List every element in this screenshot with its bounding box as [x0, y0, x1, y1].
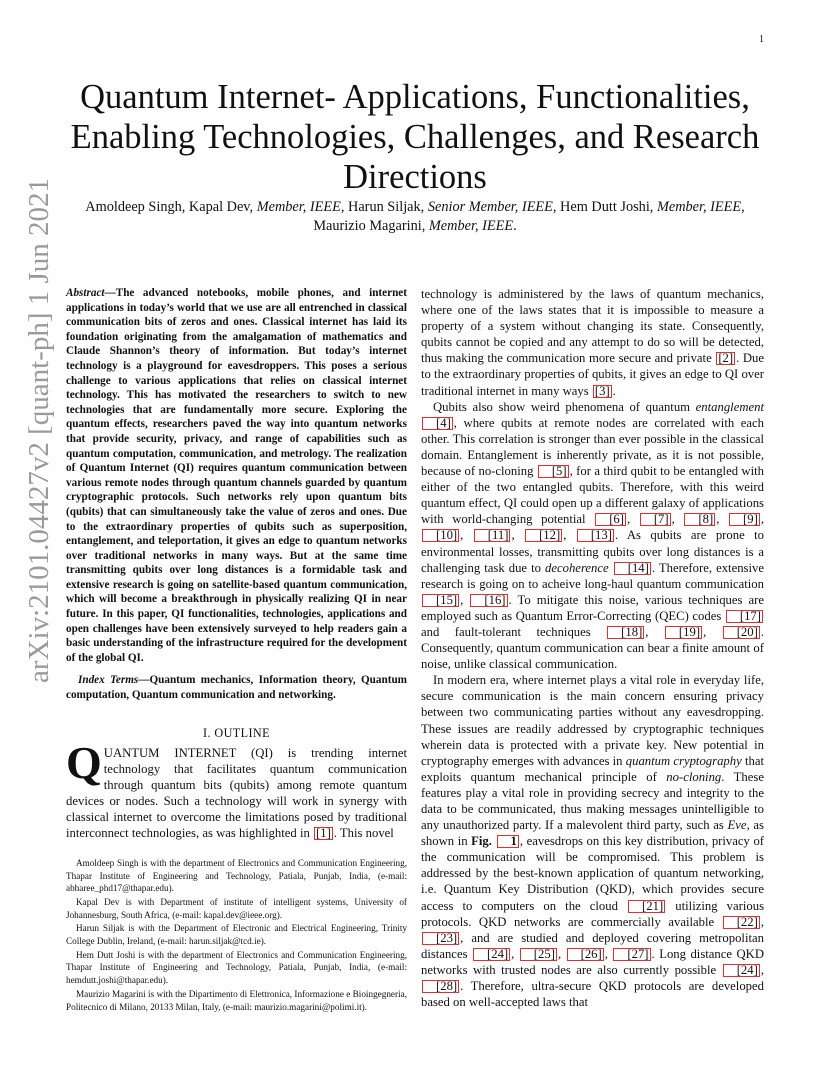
emphasis: quantum cryptography — [625, 753, 742, 768]
intro-text: is trending internet technology that facilitates quantum communication through quantum bits (qubits) among remote quantum devices or nodes. Such a technology will work in synergy with classical internet to overcome the limitations posed by traditional interconnect technologies, as was highlighted in — [66, 745, 407, 840]
author-role: Member, IEEE — [656, 199, 742, 215]
citation-link[interactable]: [23] — [422, 932, 459, 945]
body-text: , eavesdrops on this key distribution, privacy of the communication will be compromised. This problem is addressed by the best-known application of quantum networking, i.e. Quantum Key Distribution (QKD), which provides secure access to computers on the cloud — [421, 834, 765, 913]
citation-link[interactable]: [13] — [577, 529, 614, 542]
figure-reference: Fig. — [471, 834, 492, 849]
body-text: . Long distance QKD networks with trusted nodes are also currently possible — [421, 946, 764, 977]
arxiv-identifier-stamp: arXiv:2101.04427v2 [quant-ph] 1 Jun 2021 — [23, 177, 55, 683]
citation-link[interactable]: [16] — [470, 594, 507, 607]
body-text: . — [612, 383, 616, 398]
citation-link[interactable]: [8] — [684, 513, 715, 526]
author-text: . — [513, 218, 517, 234]
citation-link[interactable]: [4] — [422, 417, 453, 430]
body-text — [609, 561, 613, 575]
author-text: Amoldeep Singh, Kapal Dev, — [85, 199, 257, 215]
body-text: , for a third qubit to be entangled with either of the two entangled qubits. Therefore, with this weird quantum effect, QI could open up a different galaxy of applications with world-changing potential — [421, 464, 764, 527]
index-terms-text: —Quantum mechanics, Information theory, Quantum computation, Quantum communication and networking. — [66, 674, 407, 702]
citation-link[interactable]: [1] — [316, 825, 331, 840]
page-number: 1 — [759, 34, 764, 45]
citation-link[interactable]: [19] — [665, 626, 702, 639]
emphasis: decoherence — [545, 560, 609, 575]
body-text: . Consequently, quantum communication can bear a finite amount of noise, unlike classical communication. — [421, 624, 764, 672]
index-terms — [66, 673, 407, 702]
body-paragraph — [421, 286, 764, 399]
intro-paragraph — [66, 736, 407, 841]
citation-link[interactable]: [21] — [628, 900, 665, 913]
body-paragraph: In modern era, where internet plays a vital role in everyday life, secure communication is the main concern ensuring privacy between two communicating parties without any eavesdropping. These issues are readily addressed by cryptographic techniques wherein data is protected with a private key. New potential in cryptography emerges with advances in quantum cryptography that exploits quantum mechanical principle of no-cloning. These features play a vital role in providing secrecy and integrity to the data to be communicated, thus making messages unintelligible to any unauthorized party. If a malevolent third party, such as Eve, as shown in Fig. 1 , eavesdrops on this key distribution, privacy of the communication will be compromised. This problem is addressed by the best-known application of quantum networking, i.e. Quantum Key Distribution (QKD), which provides secure access to computers on the cloud [21] utilizing various protocols. QKD networks are commercially available [22] , [23] , and are studied and deployed covering metropolitan distances [24] , [25] , [26] , [27] . Long distance QKD networks with trusted nodes are also currently possible [24] , [28] . Therefore, ultra-secure QKD protocols are developed based on well-accepted laws that — [421, 673, 765, 1010]
emphasis: no-cloning — [666, 769, 722, 784]
footnote: Hem Dutt Joshi is with the department of Electronics and Communication Engineering, Thapar Institute of Engineering and Technology, Patiala, Punjab, India, (e-mail: hemdutt.joshi@thapar.edu). — [66, 949, 407, 986]
citation-link[interactable]: [6] — [595, 513, 626, 526]
footnote: Maurizio Magarini is with the Dipartimento di Elettronica, Informazione e Bioingegneria, Politecnico di Milano, 20133 Milan, Italy, (e-mail: maurizio.magarini@polimi.it). — [66, 988, 407, 1012]
left-column — [66, 286, 407, 1014]
author-role: Member, IEEE — [428, 218, 514, 234]
body-paragraph: Qubits also show weird phenomena of quantum entanglement [4] , where qubits at remote nodes are correlated with each other. This correlation is stronger than ever possible in the classical domain. Entanglement is inherently private, as it is not possible, because of no-cloning [5] , for a third qubit to be entangled with either of the two entangled qubits. Therefore, with this weird quantum effect, QI could open up a different galaxy of applications with world-changing potential [6] , [7] , [8] , [9] , [10] , [11] , [12] , [13] . As qubits are prone to environmental losses, transmitting qubits over long distances is a challenging task due to decoherence [14] . Therefore, extensive research is going on to acheive long-haul quantum communication [15] , [16] . To mitigate this noise, various techniques are employed such as Quantum Error-Correcting (QEC) codes [17] and fault-tolerant techniques [18] , [19] , [20] . Consequently, quantum communication can bear a finite amount of noise, unlike classical communication. — [421, 399, 765, 672]
author-text: , Hem Dutt Joshi, — [552, 199, 657, 215]
abstract-lead: Abstract — [66, 287, 105, 299]
citation-link[interactable]: [15] — [422, 594, 459, 607]
author-role: Senior Member, IEEE — [427, 199, 553, 215]
footnote: Harun Siljak is with the Department of Electronic and Electrical Engineering, Trinity College Dublin, Ireland, (e-mail: harun.siljak@tcd.ie). — [66, 923, 407, 947]
body-text: Qubits also show weird phenomena of quantum — [433, 399, 696, 414]
body-text: , as shown in — [421, 818, 764, 849]
citation-link[interactable]: [12] — [525, 529, 562, 542]
citation-link[interactable]: [17] — [726, 610, 763, 623]
citation-link[interactable]: [14] — [614, 562, 651, 575]
citation-link[interactable]: [24] — [723, 964, 760, 977]
section-heading: I. OUTLINE — [203, 725, 270, 740]
emphasis: entanglement — [695, 399, 764, 414]
footnote: Kapal Dev is with Department of institute of intelligent systems, University of Johannesburg, South Africa, (e-mail: kapal.dev@ieee.org). — [66, 896, 407, 920]
abstract — [66, 286, 407, 665]
intro-caps: UANTUM INTERNET (QI) — [103, 745, 273, 760]
body-text: , where qubits at remote nodes are correlated with each other. This correlation is stronger than ever possible in the classical domain. Entanglement is inherently private, as it is not possible, because of no-cloning — [421, 415, 764, 479]
citation-link[interactable]: [11] — [474, 529, 511, 542]
body-text: . These features play a vital role in providing secrecy and integrity to the data to be communicated, thus making messages unintelligible to any unauthorized party. If a malevolent third party, such as — [421, 769, 764, 833]
citation-link[interactable]: [2] — [718, 351, 734, 366]
citation-link[interactable]: [22] — [723, 916, 760, 929]
right-column — [421, 286, 764, 1010]
citation-link[interactable]: [20] — [723, 626, 760, 639]
citation-link[interactable]: [24] — [473, 948, 510, 961]
body-text: that exploits quantum mechanical principle of — [421, 753, 765, 784]
author-list — [70, 198, 760, 236]
author-role: Member, IEEE — [256, 199, 341, 215]
author-text: , Maurizio Magarini, — [313, 199, 745, 234]
citation-link[interactable]: [28] — [422, 980, 459, 993]
emphasis: Eve — [727, 818, 747, 833]
body-text: . Therefore, ultra-secure QKD protocols are developed based on well-accepted laws that — [421, 979, 764, 1010]
footnotes — [66, 857, 407, 1013]
body-text: . As qubits are prone to environmental losses, transmitting qubits over long distances is a challenging task due to — [421, 528, 765, 575]
citation-link[interactable]: [9] — [729, 513, 760, 526]
author-text: , Harun Siljak, — [340, 199, 428, 215]
body-text: . To mitigate this noise, various techniques are employed such as Quantum Error-Correcting (QEC) codes — [421, 592, 765, 623]
paper-title: Quantum Internet- Applications, Functionalities, Enabling Technologies, Challenges, and Research Directions — [70, 78, 760, 196]
body-text: In modern era, where internet plays a vital role in everyday life, secure communication is the main concern ensuring privacy between two communicating parties without any eavesdropping. These issues are readily addressed by cryptographic techniques wherein data is protected with a private key. New potential in cryptography emerges with advances in — [421, 673, 764, 768]
body-text: and fault-tolerant techniques — [421, 624, 607, 639]
figure-link[interactable]: 1 — [497, 835, 519, 848]
body-text: technology is administered by the laws of quantum mechanics, where one of the laws states that it is impossible to measure a property of a system without changing its state. Consequently, qubits cannot be copied and any attempt to do so will be detected, thus making the communication more secure and private — [421, 287, 764, 366]
intro-text-end: . This novel — [333, 825, 394, 840]
citation-link[interactable]: [3] — [594, 383, 610, 398]
citation-link[interactable]: [5] — [538, 465, 569, 478]
citation-link[interactable]: [7] — [640, 513, 671, 526]
abstract-text: —The advanced notebooks, mobile phones, and internet applications in today’s world that we use are all entrenched in classical communication bits of zeros and ones. Classical internet has laid its foundation originating from the amalgamation of mathematics and Claude Shannon’s theory of information. But today’s internet technology is a playground for eavesdroppers. This poses a serious challenge to various applications that relies on classical internet technology. This has motivated the researchers to switch to new technologies that are fundamentally more secure. Exploring the quantum effects, researchers paved the way into quantum networks that provide security, privacy, and range of capabilities such as quantum computation, communication, and metrology. The realization of Quantum Internet (QI) requires quantum communication between various remote nodes through quantum channels guarded by quantum cryptographic protocols. Such networks rely upon quantum bits (qubits) that can simultaneously take the value of zeros and ones. Due to the extraordinary properties of qubits such as superposition, entanglement, and teleportation, it gives an edge to quantum networks over traditional networks in many ways. But at the same time transmitting qubits over long distances is a formidable task and extensive research is going on satellite-based quantum communication, which will become a breakthrough in physically realizing QI in near future. In this paper, QI functionalities, technologies, applications and open challenges have been extensively surveyed to help readers gain a basic understanding of the infrastructure required for the development of the global QI. — [66, 287, 407, 664]
body-text: . Due to the extraordinary properties of qubits, it gives an edge to QI over traditional internet in many ways — [421, 351, 765, 398]
citation-link[interactable]: [26] — [567, 948, 604, 961]
citation-link[interactable]: [18] — [607, 626, 644, 639]
dropcap: Q — [66, 736, 102, 788]
body-text: . Therefore, extensive research is going on to acheive long-haul quantum communication — [421, 560, 764, 591]
body-text: utilizing various protocols. QKD networks are commercially available — [421, 898, 765, 929]
body-text: , and are studied and deployed covering metropolitan distances — [421, 930, 764, 961]
index-terms-lead: Index Terms — [78, 674, 139, 687]
footnote: Amoldeep Singh is with the department of Electronics and Communication Engineering, Thapar Institute of Engineering and Technology, Patiala, Punjab, India, (e-mail: abharee_phd17@thapar.edu). — [66, 857, 407, 894]
citation-link[interactable]: [25] — [520, 948, 557, 961]
citation-link[interactable]: [10] — [422, 529, 459, 542]
citation-link[interactable]: [27] — [613, 948, 650, 961]
